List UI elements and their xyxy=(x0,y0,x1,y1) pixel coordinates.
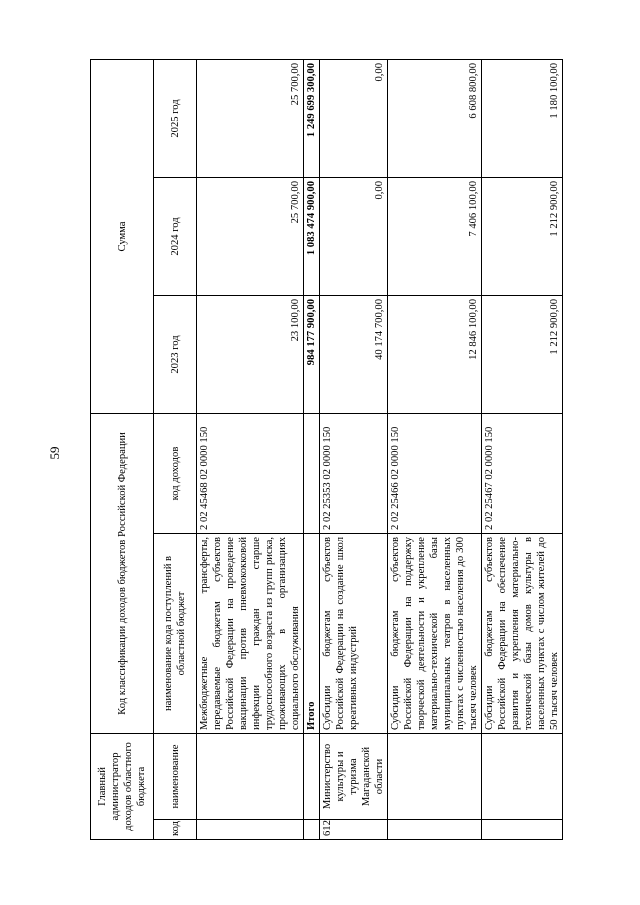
table-row xyxy=(388,59,482,839)
cell-income-name: Субсидии бюджетам субъектов Российской Федерации на обеспечение развития и укрепления материально-технической базы домов культуры в населенных пунктах с числом жителей до 50 тысяч человек xyxy=(482,534,563,734)
header-admin-code: код xyxy=(154,820,197,840)
cell-admin-name xyxy=(482,734,563,820)
table-row xyxy=(320,59,388,839)
cell-sum-2025: 6 608 800,00 xyxy=(388,59,482,177)
table-row xyxy=(197,59,304,839)
page-number: 59 xyxy=(47,446,62,460)
header-year-2023: 2023 год xyxy=(154,295,197,413)
cell-sum-2023: 1 212 900,00 xyxy=(482,295,563,413)
ministry-name: Министерство культуры и туризма Магаданской области xyxy=(320,734,388,820)
total-row xyxy=(304,59,320,839)
header-classification-group: Код классификации доходов бюджетов Российской Федерации xyxy=(91,413,154,733)
cell-admin-code xyxy=(388,820,482,840)
cell-income-code: 2 02 45468 02 0000 150 xyxy=(197,413,304,533)
cell-admin-name xyxy=(197,734,304,820)
header-class-code: код доходов xyxy=(154,413,197,533)
cell-sum-2025: 25 700,00 xyxy=(197,59,304,177)
cell-sum-2025: 0,00 xyxy=(320,59,388,177)
cell-sum-2023: 40 174 700,00 xyxy=(320,295,388,413)
cell-admin-code xyxy=(197,820,304,840)
header-sum-group: Сумма xyxy=(91,59,154,413)
header-admin-name: наименование xyxy=(154,734,197,820)
cell-admin-name xyxy=(388,734,482,820)
total-label: Итого xyxy=(304,534,320,734)
cell-admin-name xyxy=(304,734,320,820)
cell-income-code xyxy=(304,413,320,533)
total-2025: 1 249 699 300,00 xyxy=(304,59,320,177)
header-admin-group: Главный администратор доходов областного бюджета xyxy=(91,734,154,840)
cell-sum-2024: 25 700,00 xyxy=(197,177,304,295)
header-year-2024: 2024 год xyxy=(154,177,197,295)
budget-table-frame xyxy=(90,60,590,840)
cell-income-name: Межбюджетные трансферты, передаваемые бюджетам субъектов Российской Федерации на проведение вакцинации против пневмококковой инфекции граждан старше трудоспособного возраста из групп риска, проживающих в организациях социального обслуживания xyxy=(197,534,304,734)
cell-admin-code xyxy=(482,820,563,840)
total-2024: 1 083 474 900,00 xyxy=(304,177,320,295)
cell-income-code: 2 02 25466 02 0000 150 xyxy=(388,413,482,533)
cell-income-code: 2 02 25353 02 0000 150 xyxy=(320,413,388,533)
cell-admin-code xyxy=(304,820,320,840)
ministry-code: 612 xyxy=(320,820,388,840)
table-row xyxy=(482,59,563,839)
cell-sum-2023: 23 100,00 xyxy=(197,295,304,413)
cell-sum-2023: 12 846 100,00 xyxy=(388,295,482,413)
header-class-name: наименование кода поступлений в областной бюджет xyxy=(154,534,197,734)
cell-sum-2025: 1 180 100,00 xyxy=(482,59,563,177)
total-2023: 984 177 900,00 xyxy=(304,295,320,413)
income-classification-table xyxy=(90,59,563,840)
cell-sum-2024: 0,00 xyxy=(320,177,388,295)
cell-income-name: Субсидии бюджетам субъектов Российской Федерации на создание школ креативных индустрий xyxy=(320,534,388,734)
header-year-2025: 2025 год xyxy=(154,59,197,177)
cell-sum-2024: 7 406 100,00 xyxy=(388,177,482,295)
cell-income-code: 2 02 25467 02 0000 150 xyxy=(482,413,563,533)
cell-sum-2024: 1 212 900,00 xyxy=(482,177,563,295)
cell-income-name: Субсидии бюджетам субъектов Российской Федерации на поддержку творческой деятельности и укрепление материально-технической базы муниципальных театров в населенных пунктах с численностью населения до 300 тысяч человек xyxy=(388,534,482,734)
